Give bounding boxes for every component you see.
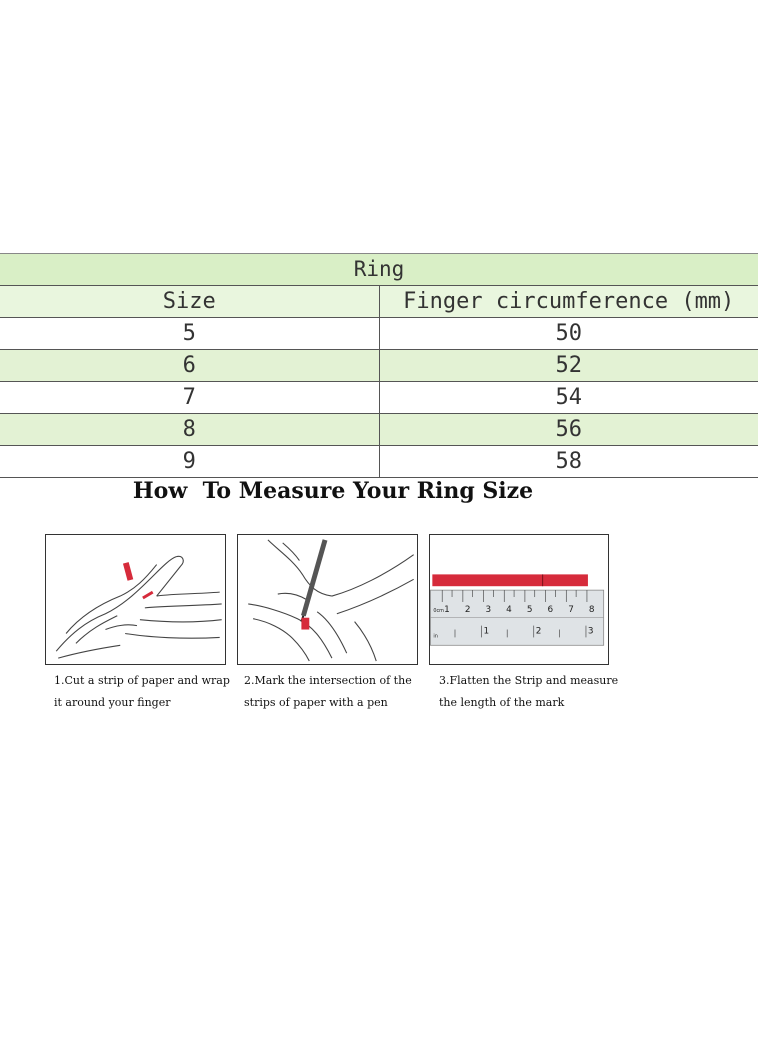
ruler-cm-number: 4 [506,604,512,615]
step-1-line-2: it around your finger [54,696,171,709]
step-2-caption [244,670,412,714]
pen-icon [303,540,325,616]
column-header-circumference: Finger circumference (mm) [379,286,758,318]
size-cell: 6 [0,350,379,382]
ruler-cm-number: 5 [526,604,533,615]
ruler-cm-number: 2 [464,604,471,615]
step-3-line-2: the length of the mark [439,696,565,709]
ruler-cm-number: 8 [588,604,595,615]
circumference-cell: 50 [379,318,758,350]
step-2-illustration [237,534,418,665]
step-1-line-1: 1.Cut a strip of paper and wrap [54,674,230,687]
table-row [0,350,758,382]
step-2-line-2: strips of paper with a pen [244,696,388,709]
table-row [0,446,758,478]
step-3-illustration [429,534,609,665]
hand-marking-pen-icon [238,535,417,664]
ruler-cm-number: 3 [485,604,492,615]
table-title-row [0,254,758,286]
howto-heading: How To Measure Your Ring Size [132,478,534,504]
table-title: Ring [0,254,758,286]
step-3-line-1: 3.Flatten the Strip and measure [439,674,619,687]
ruler-inch-number: 1 [483,626,490,637]
table-row [0,318,758,350]
size-cell: 5 [0,318,379,350]
column-header-size: Size [0,286,379,318]
circumference-cell: 56 [379,414,758,446]
step-3-caption [439,670,618,714]
table-row [0,414,758,446]
ring-size-table [0,253,758,478]
hand-wrapped-strip-icon [46,535,225,664]
paper-strip-mark [301,618,309,630]
circumference-cell: 54 [379,382,758,414]
ruler-cm-number: 6 [547,604,554,615]
table-header-row [0,286,758,318]
ruler-cm-unit-label: 0cm [433,607,444,614]
step-1-caption [54,670,230,714]
ruler-inch-unit-label: in [433,633,438,640]
step-2-line-1: 2.Mark the intersection of the [244,674,412,687]
circumference-cell: 52 [379,350,758,382]
ruler-inch-number: 2 [535,626,542,637]
ruler-cm-number: 7 [568,604,574,615]
table-row [0,382,758,414]
step-1-illustration [45,534,226,665]
flattened-strip [432,574,588,586]
circumference-cell: 58 [379,446,758,478]
ruler-inch-number: 3 [587,626,594,637]
ruler-icon [430,535,608,664]
size-cell: 7 [0,382,379,414]
size-cell: 8 [0,414,379,446]
size-cell: 9 [0,446,379,478]
paper-strip-mark [123,562,133,581]
ruler-cm-number: 1 [444,604,450,615]
